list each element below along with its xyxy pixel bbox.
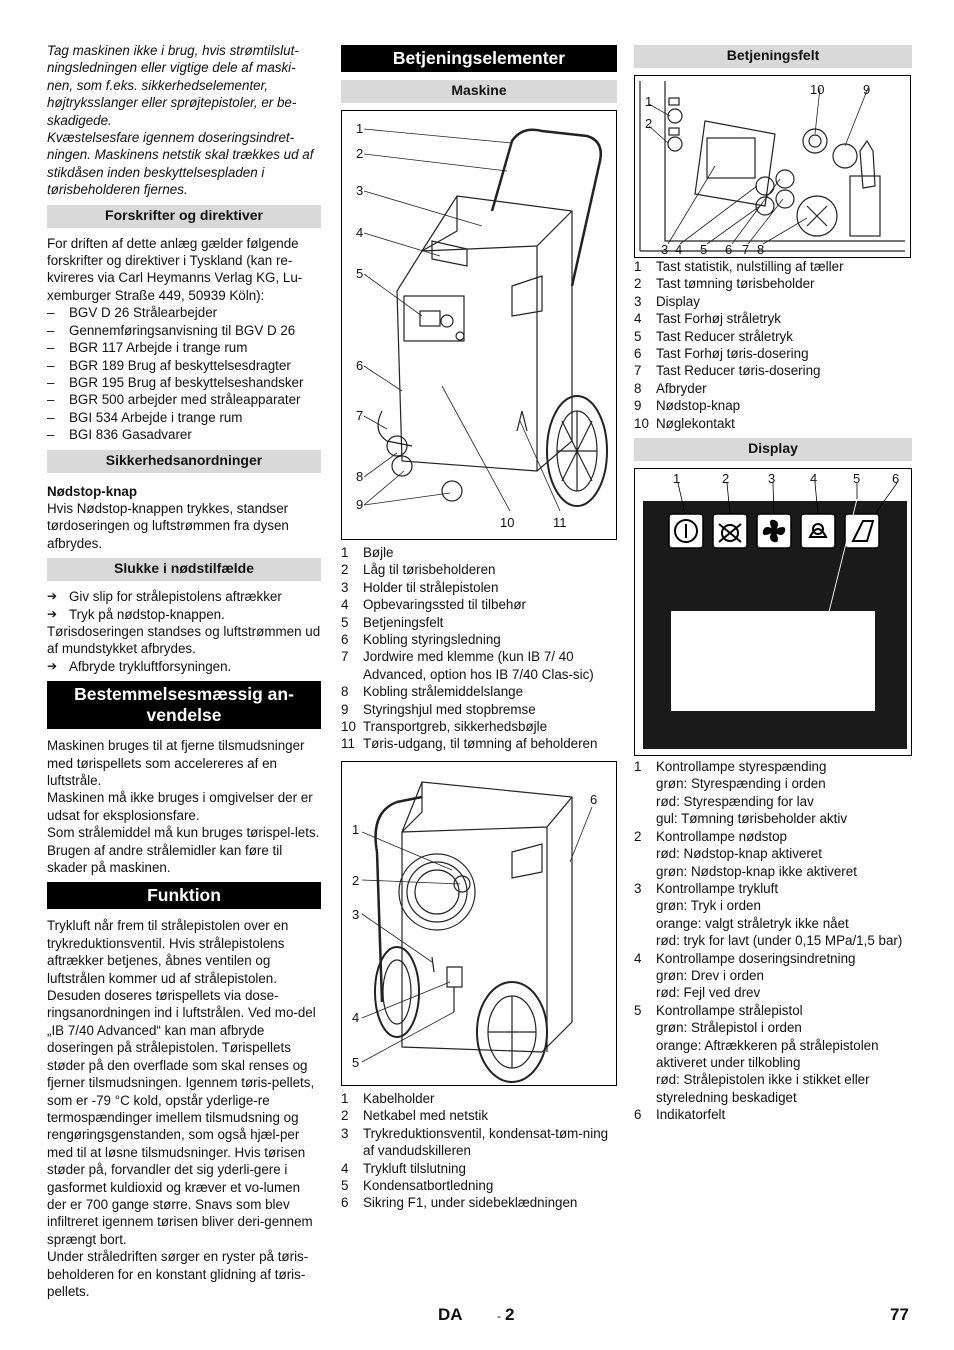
list-item: 2 Kontrollampe nødstop (634, 828, 788, 844)
paragraph: Tørisdoseringen standses og luftstrømmen ud af mundstykket afbrydes. (47, 623, 321, 657)
callout-label: 6 (725, 242, 733, 257)
column-left (47, 42, 321, 1300)
list-item: 2 Tast tømning tørisbeholder (634, 276, 815, 292)
list-item: ➔ Giv slip for strålepistolens aftrækker (47, 588, 321, 605)
paragraph: Under stråledriften sørger en ryster på tøris-beholderen for en konstant glidning af tøris-pellets. (47, 1249, 309, 1299)
callout-label: 4 (356, 225, 364, 240)
list-subitem: rød: tryk for lavt (under 0,15 MPa/1,5 bar) (656, 933, 903, 949)
list-item: 6 Indikatorfelt (634, 1107, 726, 1123)
list-item: 5 Betjeningsfelt (341, 614, 444, 630)
callout-label: 10 (810, 82, 825, 97)
column-right (634, 42, 912, 1124)
display-drawing (635, 469, 911, 755)
list-subitem: orange: Aftrækkeren på strålepistolen aktiveret under tilkobling (656, 1037, 879, 1070)
callout-label: 6 (356, 358, 364, 373)
list-item: 4 Kontrollampe doseringsindretning (634, 950, 856, 966)
list-item: 3 Kontrollampe trykluft (634, 880, 779, 896)
list-item: 1 Kabelholder (341, 1090, 435, 1106)
callout-label: 8 (757, 242, 765, 257)
list-subitem: rød: Strålepistolen ikke i stikket eller styreledning beskadiget (656, 1072, 870, 1105)
list-item: ➔ Tryk på nødstop-knappen. (47, 606, 321, 623)
list-item: 1 Kontrollampe styrespænding (634, 759, 827, 775)
control-panel-figure (634, 75, 911, 258)
paragraph: For driften af dette anlæg gælder følgende forskrifter og direktiver i Tyskland (kan re-kvireres via Carl Heymanns Verlag KG, Lu-xemburger Straße 449, 50939 Köln): (47, 235, 303, 303)
callout-label: 2 (722, 471, 730, 487)
list-item: 5 Kontrollampe strålepistol (634, 1002, 803, 1018)
list-item: – BGR 500 arbejder med stråleapparater (47, 391, 321, 408)
callout-label: 4 (352, 1009, 360, 1025)
list-item: – BGR 195 Brug af beskyttelseshandsker (47, 374, 321, 391)
machine-back-drawing (342, 762, 616, 1085)
section-heading: Sikkerhedsanordninger (47, 450, 321, 473)
list-item: 2 Låg til tørisbeholderen (341, 562, 496, 578)
chapter-heading: Betjeningselementer (341, 45, 617, 72)
callout-label: 4 (810, 471, 818, 487)
list-item: 11 Tøris-udgang, til tømning af beholderen (341, 736, 598, 752)
subheading: Nødstop-knap (47, 483, 138, 499)
page-footer (0, 1306, 954, 1330)
list-item: – BGI 836 Gasadvarer (47, 426, 321, 443)
list-item: – Gennemføringsanvisning til BGV D 26 (47, 322, 321, 339)
page-ref: - 2 (497, 1305, 515, 1324)
list-subitem: rød: Styrespænding for lav (656, 793, 814, 809)
list-item: 3 Holder til strålepistolen (341, 579, 499, 595)
legend-list (341, 1090, 617, 1212)
paragraph: Trykluft når frem til strålepistolen over en trykreduktionsventil. Hvis strålepistolens aftrækker betjenes, åbnes ventilen og luftstrålen kommer ud af strålepistolen. Desuden doseres tørispellets via dose-ringsanordningen ind i luftstrålen. Ved mo-del „IB 7/40 Advanced“ kan man afbryde doseringen på strålepistolen. Tørispellets støder på den overflade som skal renses og fjerner tilsmudsningen. Igennem tøris-pellets, som er -79 °C kold, opstår yderlige-re termospændinger imellem tilsmudsning og rengøringsgenstanden, som også hjæl-per med til at løsne tilsmudsninger. Hvis tørisen støder på, forvandler det sig yderli-gere i gasformet kuldioxid og kræver et vo-lumen der er 700 gange større. Snavs som blev infiltreret igennem tørisen bliver deri-gennem sprængt bort. (47, 918, 316, 1247)
callout-label: 3 (352, 906, 360, 922)
list-item: 1 Tast statistik, nulstilling af tæller (634, 259, 844, 274)
list-item: 9 Nødstop-knap (634, 398, 741, 414)
callout-label: 11 (553, 515, 567, 530)
control-panel-drawing (635, 76, 910, 257)
chapter-heading: Funktion (47, 882, 321, 909)
display-figure (634, 468, 912, 756)
callout-label: 4 (675, 242, 683, 257)
list-item: 10 Transportgreb, sikkerhedsbøjle (341, 719, 548, 735)
list-item: 5 Kondensatbortledning (341, 1177, 494, 1193)
list-item: 3 Display (634, 293, 700, 309)
callout-label: 5 (700, 242, 708, 257)
machine-front-figure (341, 110, 617, 540)
paragraph: Hvis Nødstop-knappen trykkes, standser tørdoseringen og luftstrømmen fra dysen afbrydes. (47, 500, 289, 551)
callout-label: 8 (356, 469, 364, 484)
list-item: 10 Nøglekontakt (634, 415, 735, 431)
list-item: 7 Jordwire med klemme (kun IB 7/ 40 Advanced, option hos IB 7/40 Clas-sic) (341, 649, 594, 682)
paragraph: Maskinen må ikke bruges i omgivelser der er udsat for eksplosionsfare. (47, 790, 313, 823)
callout-label: 6 (892, 471, 900, 487)
paragraph: Maskinen bruges til at fjerne tilsmudsninger med tørispellets som accelereres af en luftstråle. (47, 738, 305, 788)
list-item: – BGR 189 Brug af beskyttelsesdragter (47, 357, 321, 374)
list-item: 2 Netkabel med netstik (341, 1108, 489, 1124)
callout-label: 2 (645, 116, 653, 131)
list-item: 6 Tast Forhøj tøris-dosering (634, 346, 809, 362)
callout-label: 5 (352, 1054, 360, 1070)
callout-label: 7 (356, 408, 364, 423)
step-list (47, 588, 321, 623)
list-item: 6 Kobling styringsledning (341, 632, 501, 648)
machine-front-drawing (342, 111, 616, 539)
legend-list (341, 544, 617, 753)
callout-label: 9 (863, 82, 871, 97)
column-middle (341, 42, 617, 1212)
callout-label: 2 (356, 146, 364, 161)
list-item: 8 Kobling strålemiddelslange (341, 684, 524, 700)
list-item: – BGR 117 Arbejde i trange rum (47, 339, 321, 356)
list-item: 4 Trykluft tilslutning (341, 1160, 466, 1176)
list-item: – BGV D 26 Strålearbejder (47, 304, 321, 321)
list-item: 1 Bøjle (341, 545, 394, 560)
section-heading: Display (634, 438, 912, 461)
list-item: 8 Afbryder (634, 380, 707, 396)
list-subitem: orange: valgt stråletryk ikke nået (656, 915, 849, 931)
step-list (47, 658, 321, 675)
callout-label: 3 (661, 242, 669, 257)
page-number: 77 (890, 1305, 909, 1324)
language-code: DA (438, 1305, 463, 1324)
list-item: 4 Tast Forhøj stråletryk (634, 311, 782, 327)
callout-label: 3 (356, 183, 364, 198)
callout-label: 1 (673, 471, 681, 487)
list-item: 9 Styringshjul med stopbremse (341, 701, 536, 717)
callout-label: 6 (590, 791, 598, 807)
chapter-heading: Bestemmelsesmæssig an-vendelse (47, 681, 321, 729)
list-item: – BGI 534 Arbejde i trange rum (47, 409, 321, 426)
list-subitem: rød: Nødstop-knap aktiveret (656, 846, 822, 862)
section-heading: Betjeningsfelt (634, 45, 912, 68)
list-subitem: grøn: Drev i orden (656, 967, 764, 983)
warning-text: Tag maskinen ikke i brug, hvis strømtilslut-ningsledningen eller vigtige dele af maski-nen, som f.eks. sikkerhedselementer, højtryksslanger eller sprøjtepistoler, er be-skadigede. (47, 43, 299, 128)
list-item: 4 Opbevaringssted til tilbehør (341, 597, 526, 613)
callout-label: 10 (500, 515, 515, 530)
callout-label: 5 (853, 471, 861, 487)
callout-label: 9 (356, 497, 364, 512)
regulation-list (47, 304, 321, 443)
callout-label: 3 (768, 471, 776, 487)
list-subitem: grøn: Nødstop-knap ikke aktiveret (656, 863, 857, 879)
list-item: 7 Tast Reducer tøris-dosering (634, 363, 821, 379)
section-heading: Slukke i nødstilfælde (47, 558, 321, 581)
list-subitem: grøn: Styrespænding i orden (656, 776, 826, 792)
intro-warning (47, 42, 321, 199)
warning-text: Kvæstelsesfare igennem doseringsindret-ningen. Maskinens netstik skal trækkes ud af stikdåsen inden beskyttelsespladen i tørisbeholderen fjernes. (47, 130, 314, 198)
machine-back-figure (341, 761, 617, 1086)
callout-label: 1 (356, 121, 364, 136)
callout-label: 1 (352, 821, 360, 837)
section-heading: Forskrifter og direktiver (47, 205, 321, 228)
display-legend-list (634, 758, 912, 1124)
callout-label: 2 (352, 872, 360, 888)
paragraph: Som strålemiddel må kun bruges tørispel-lets. Brugen af andre strålemidler kan føre til skader på maskinen. (47, 825, 320, 876)
callout-label: 5 (356, 266, 364, 281)
list-subitem: grøn: Strålepistol i orden (656, 1020, 802, 1036)
list-subitem: gul: Tømning tørisbeholder aktiv (656, 811, 848, 827)
list-subitem: rød: Fejl ved drev (656, 985, 761, 1001)
callout-label: 7 (742, 242, 750, 257)
callout-label: 1 (645, 94, 653, 109)
list-item: 5 Tast Reducer stråletryk (634, 328, 793, 344)
list-item: 3 Trykreduktionsventil, kondensat-tøm-ning af vandudskilleren (341, 1125, 609, 1159)
legend-list (634, 258, 912, 432)
list-item: ➔ Afbryde trykluftforsyningen. (47, 658, 321, 675)
section-heading: Maskine (341, 80, 617, 103)
list-item: 6 Sikring F1, under sidebeklædningen (341, 1195, 578, 1211)
list-subitem: grøn: Tryk i orden (656, 898, 761, 914)
